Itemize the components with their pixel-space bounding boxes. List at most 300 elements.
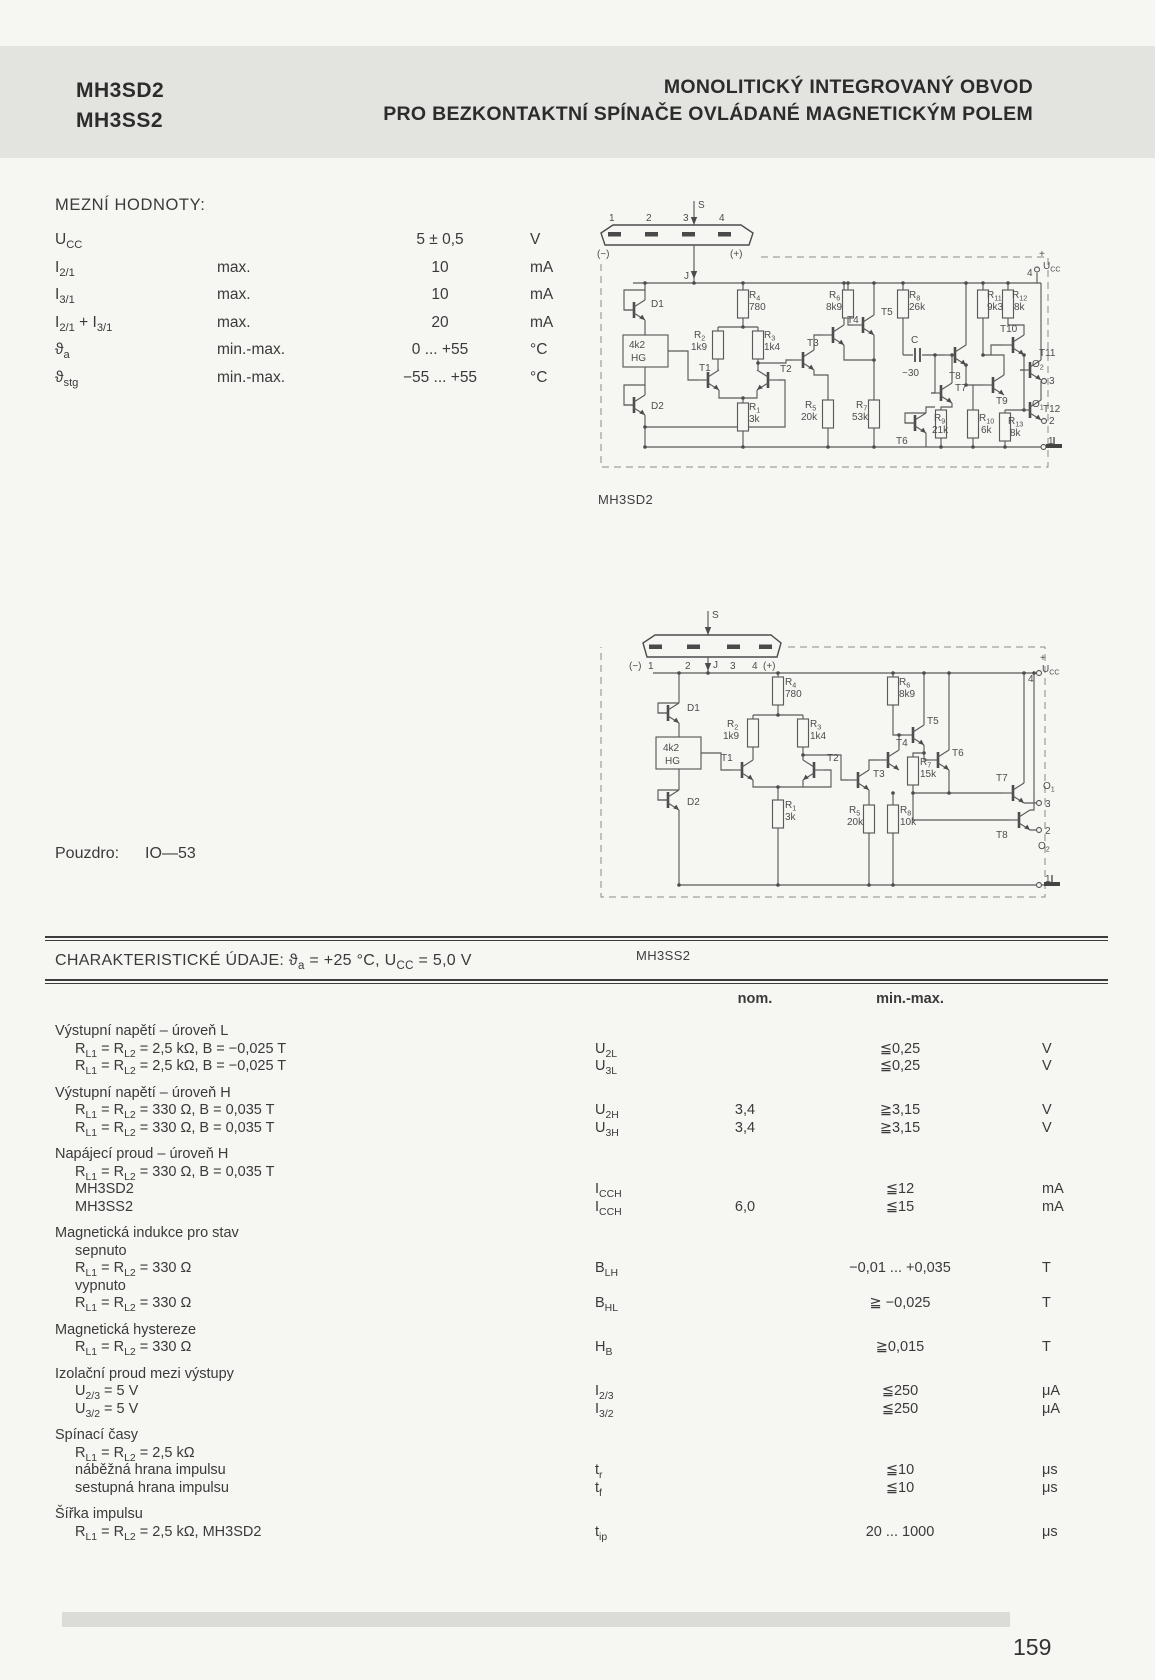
char-condition: MH3SD2: [75, 1181, 134, 1197]
limits-symbol: $U_{CC}$: [55, 231, 83, 252]
schematic-label: 4: [719, 213, 725, 224]
sd2-package: [601, 201, 753, 283]
part-numbers: [76, 76, 164, 136]
page-number: 159: [1013, 1634, 1052, 1660]
schematic-label: +: [1040, 653, 1046, 664]
resistor-r2-symbol: [713, 331, 724, 359]
schematic-label: 4: [1027, 268, 1033, 279]
limits-value: 20: [431, 313, 449, 331]
schematic-label: 8k9: [899, 689, 916, 700]
schematic-label: 3: [683, 213, 689, 224]
schematic-label: 4: [752, 661, 758, 672]
char-row: [45, 1524, 1108, 1542]
schematic-caption-sd2: MH3SD2: [598, 492, 654, 507]
schematic-label: 1k9: [691, 342, 708, 353]
transistor-d2-symbol: [624, 395, 645, 415]
schematic-label: 4k2: [663, 743, 680, 754]
schematic-label: D2: [687, 797, 700, 808]
schematic-label: HG: [665, 756, 680, 767]
schematic-label: $O_2$: [1032, 359, 1044, 372]
schematic-label: $R_2$: [694, 330, 706, 343]
limits-row: [55, 309, 600, 337]
transistor-t7-symbol: [1003, 783, 1024, 803]
resistor-r10-symbol: [968, 410, 979, 438]
schematic-label: 8k: [1010, 428, 1021, 439]
transistor-t7-symbol: [931, 383, 952, 403]
char-unit: [1000, 1445, 1108, 1463]
resistor-r8-symbol: [898, 290, 909, 318]
schematic-label: $R_8$: [909, 290, 921, 303]
limits-value: 10: [431, 286, 449, 303]
schematic-label: 21k: [932, 425, 949, 436]
schematic-label: D1: [651, 299, 664, 310]
char-unit: [1000, 1278, 1108, 1296]
limits-condition: min.-max.: [217, 368, 286, 386]
char-nom: [690, 1058, 800, 1076]
schematic-label: $R_3$: [764, 330, 776, 343]
char-symbol: $U_{3L}$: [595, 1058, 618, 1077]
package-note-label: Pouzdro:: [55, 845, 120, 862]
char-group-title: Magnetická hystereze: [55, 1321, 197, 1338]
char-minmax: ≦10: [885, 1462, 915, 1478]
schematic-label: $U_{CC}$: [1043, 261, 1061, 274]
char-minmax: ≧3,15: [879, 1119, 921, 1136]
schematic-label: 1k4: [764, 342, 781, 353]
char-nom: [690, 1524, 800, 1542]
resistor-r4-symbol: [773, 677, 784, 705]
char-nom: [690, 1480, 800, 1498]
title-line-2: PRO BEZKONTAKTNÍ SPÍNAČE OVLÁDANÉ MAGNETICKÝM POLEM: [383, 103, 1033, 125]
limits-condition: max.: [217, 286, 251, 303]
char-minmax: ≦15: [885, 1198, 915, 1215]
schematic-label: 3: [730, 661, 736, 672]
limits-row: [55, 364, 600, 392]
pin4-terminal: [1037, 671, 1042, 676]
limits-table: [55, 226, 600, 391]
char-minmax: ≦250: [881, 1400, 919, 1417]
resistor-r3-symbol: [753, 331, 764, 359]
schematic-label: 53k: [852, 412, 869, 423]
schematic-label: 10k: [900, 817, 917, 828]
transistor-d1-symbol: [624, 300, 645, 320]
char-condition: $R_{L1} = R_{L2} = 330$ Ω: [75, 1339, 192, 1358]
resistor-r1-symbol: [773, 800, 784, 828]
transistor-t1-symbol: [732, 760, 753, 780]
char-symbol: $I_{CCH}$: [595, 1181, 622, 1200]
char-unit: μs: [1042, 1462, 1058, 1478]
char-nom: [690, 1295, 800, 1313]
char-nom: [690, 1181, 800, 1199]
char-symbol: $B_{LH}$: [595, 1260, 619, 1279]
char-condition: $R_{L1} = R_{L2} = 330$ Ω: [75, 1260, 192, 1279]
ss2-terminals: [1037, 671, 1061, 888]
char-unit: V: [1042, 1040, 1052, 1057]
schematic-label: $O_1$: [1032, 399, 1044, 412]
char-unit: V: [1042, 1058, 1052, 1074]
char-row: [45, 1295, 1108, 1313]
limits-condition: max.: [217, 313, 251, 331]
schematic-label: T8: [949, 371, 961, 382]
char-row: [45, 1339, 1108, 1357]
char-unit: μA: [1042, 1400, 1061, 1417]
char-nom: [690, 1339, 800, 1357]
schematic-label: $R_4$: [785, 677, 797, 690]
schematic-label: T5: [927, 716, 939, 727]
limits-unit: mA: [530, 258, 554, 276]
schematic-label: 15k: [920, 769, 937, 780]
schematic-label: $R_3$: [810, 719, 822, 732]
schematic-label: $R_2$: [727, 719, 739, 732]
schematic-label: T2: [827, 753, 839, 764]
limits-condition: [215, 226, 350, 254]
schematic-mh3ss2: [593, 565, 1063, 905]
limits-symbol: $ϑ_a$: [55, 341, 70, 362]
char-minmax: ≦12: [885, 1181, 915, 1197]
ss2-wires: [653, 671, 1037, 887]
schematic-label: T3: [807, 338, 819, 349]
char-unit: μs: [1042, 1523, 1058, 1540]
char-minmax: 20 ... 1000: [865, 1523, 935, 1540]
document-title: [383, 74, 1033, 128]
schematic-label: 3k: [785, 812, 796, 823]
column-header-nom: nom.: [737, 991, 773, 1007]
schematic-label: 26k: [909, 302, 926, 313]
char-unit: T: [1042, 1295, 1051, 1311]
char-condition: $R_{L1} = R_{L2} = 330$ Ω, B = 0,035 T: [75, 1102, 275, 1121]
schematic-label: $R_7$: [856, 400, 868, 413]
schematic-label: $R_5$: [849, 805, 861, 818]
limits-unit: °C: [530, 368, 548, 386]
char-symbol: $H_B$: [595, 1339, 613, 1358]
schematic-label: 780: [749, 302, 766, 313]
schematic-label: T11: [1039, 348, 1056, 359]
pin3-terminal: [1037, 801, 1042, 806]
char-group-title: Izolační proud mezi výstupy: [55, 1365, 234, 1382]
char-symbol: [585, 1278, 690, 1296]
transistor-t2-symbol: [803, 760, 824, 780]
limits-symbol: $I_{2/1}$: [55, 258, 75, 279]
schematic-label: T2: [780, 364, 792, 375]
limits-unit: mA: [530, 286, 554, 303]
schematic-label: T1: [721, 753, 733, 764]
char-unit: T: [1042, 1260, 1051, 1276]
transistor-t4-symbol: [878, 750, 899, 770]
resistor-r8-symbol: [888, 805, 899, 833]
pin2-terminal: [1042, 419, 1047, 424]
schematic-label: D2: [651, 401, 664, 412]
schematic-label: $R_9$: [934, 413, 946, 426]
schematic-label: 1k9: [723, 731, 740, 742]
resistor-r2-symbol: [748, 719, 759, 747]
schematic-label: 1: [648, 661, 654, 672]
schematic-label: $R_8$: [900, 805, 912, 818]
schematic-label: $R_1$: [785, 800, 797, 813]
schematic-label: C: [911, 335, 919, 346]
char-symbol: $t_r$: [595, 1462, 603, 1481]
schematic-label: 780: [785, 689, 802, 700]
char-condition: náběžná hrana impulsu: [75, 1462, 226, 1478]
schematic-label: T7: [996, 773, 1008, 784]
transistor-t8-symbol: [1009, 810, 1030, 830]
char-unit: T: [1042, 1339, 1051, 1355]
header-band: [0, 46, 1155, 158]
ss2-components: [656, 677, 1030, 833]
char-group-title: Výstupní napětí – úroveň H: [55, 1084, 231, 1101]
column-header-minmax: min.-max.: [876, 991, 944, 1007]
transistor-t9-symbol: [983, 375, 1004, 395]
char-minmax: −0,01 ... +0,035: [849, 1260, 951, 1276]
limits-value: 5 ± 0,5: [416, 231, 464, 248]
limits-row: [55, 226, 600, 254]
limits-unit: mA: [530, 313, 554, 331]
part-number-2: MH3SS2: [76, 109, 164, 132]
char-unit: mA: [1042, 1181, 1064, 1197]
char-row: [45, 1102, 1108, 1120]
schematic-label: T4: [847, 315, 859, 326]
char-unit: μA: [1042, 1383, 1061, 1399]
char-group-title: Výstupní napětí – úroveň L: [55, 1023, 229, 1039]
schematic-label: S: [698, 200, 705, 211]
schematic-label: ~30: [902, 368, 919, 379]
limits-condition: min.-max.: [217, 341, 286, 358]
char-nom: 3,4: [734, 1119, 756, 1136]
characteristics-body: [45, 1023, 1108, 1541]
char-minmax: ≦0,25: [879, 1040, 921, 1057]
pin1-terminal: [1037, 883, 1042, 888]
char-row: [45, 1041, 1108, 1059]
char-group-title: Magnetická indukce pro stav: [55, 1225, 239, 1241]
schematic-label: 9k3: [987, 302, 1004, 313]
resistor-r4-symbol: [738, 290, 749, 318]
schematic-label: 3: [1049, 376, 1055, 387]
limits-value: 0 ... +55: [411, 341, 469, 358]
schematic-caption-ss2: MH3SS2: [636, 948, 691, 963]
char-row: [45, 1181, 1108, 1199]
char-symbol: $I_{CCH}$: [595, 1198, 622, 1218]
resistor-r5-symbol: [823, 400, 834, 428]
char-row: [45, 1243, 1108, 1261]
char-condition: $R_{L1} = R_{L2} = 2,5$ kΩ: [75, 1444, 195, 1464]
schematic-label: $O_2$: [1038, 841, 1050, 854]
schematic-label: 8k9: [826, 302, 843, 313]
schematic-label: (+): [763, 661, 776, 672]
schematic-label: $R_7$: [920, 757, 932, 770]
schematic-label: 2: [1049, 416, 1055, 427]
transistor-t8-symbol: [945, 345, 966, 365]
characteristics-table: [45, 936, 1108, 1541]
schematic-label: T8: [996, 830, 1008, 841]
schematic-label: $R_{12}$: [1012, 290, 1028, 303]
limits-value: 10: [431, 258, 449, 276]
char-minmax: [800, 1445, 1000, 1463]
pin1-terminal: [1041, 445, 1046, 450]
schematic-label: $R_{13}$: [1008, 416, 1024, 429]
char-condition: $R_{L1} = R_{L2} = 2,5$ kΩ, B = −0,025 T: [75, 1040, 287, 1060]
schematic-label: S: [712, 610, 719, 621]
char-row: [45, 1260, 1108, 1278]
char-symbol: $U_{3H}$: [595, 1119, 619, 1139]
schematic-label: D1: [687, 703, 700, 714]
char-condition: sestupná hrana impulsu: [75, 1479, 229, 1496]
char-condition: $R_{L1} = R_{L2} = 330$ Ω, B = 0,035 T: [75, 1119, 275, 1139]
resistor-r6-symbol: [888, 677, 899, 705]
schematic-label: T3: [873, 769, 885, 780]
char-unit: mA: [1042, 1198, 1064, 1215]
limits-condition: max.: [217, 258, 251, 276]
char-symbol: $t_{ip}$: [595, 1523, 608, 1543]
char-nom: [690, 1164, 800, 1182]
schematic-label: (−): [597, 249, 610, 260]
char-nom: [690, 1445, 800, 1463]
char-nom: [690, 1401, 800, 1419]
schematic-label: HG: [631, 353, 646, 364]
char-symbol: $I_{3/2}$: [595, 1400, 614, 1420]
transistor-t6-symbol: [905, 413, 926, 433]
char-condition: MH3SS2: [75, 1198, 134, 1215]
limits-row: [55, 281, 600, 309]
limits-unit: V: [530, 231, 541, 248]
char-symbol: $B_{HL}$: [595, 1295, 619, 1314]
char-row: [45, 1164, 1108, 1182]
limits-symbol: $I_{3/1}$: [55, 286, 75, 307]
pin2-terminal: [1037, 828, 1042, 833]
char-minmax: [800, 1243, 1000, 1261]
char-unit: μs: [1042, 1479, 1058, 1496]
schematic-label: +: [1039, 249, 1045, 260]
char-symbol: $U_{2H}$: [595, 1102, 619, 1121]
limits-value: −55 ... +55: [402, 368, 478, 386]
char-nom: [690, 1041, 800, 1059]
schematic-label: 3k: [749, 414, 760, 425]
limits-row: [55, 254, 600, 282]
schematic-label: 2: [1045, 826, 1051, 837]
limits-symbol: $ϑ_{stg}$: [55, 368, 79, 389]
char-row: [45, 1120, 1108, 1138]
package-note: [55, 845, 196, 863]
schematic-label: T4: [896, 738, 908, 749]
char-row: [45, 1278, 1108, 1296]
char-minmax: [800, 1164, 1000, 1182]
char-minmax: ≦0,25: [879, 1058, 921, 1074]
char-minmax: ≧0,015: [875, 1339, 925, 1355]
resistor-r1-symbol: [738, 403, 749, 431]
char-symbol: [585, 1445, 690, 1463]
char-nom: 3,4: [734, 1102, 756, 1118]
char-minmax: [800, 1278, 1000, 1296]
pin4-terminal: [1035, 267, 1040, 272]
schematic-label: 1: [609, 213, 615, 224]
char-group-title: Napájecí proud – úroveň H: [55, 1146, 229, 1162]
schematic-label: T12: [1043, 404, 1061, 415]
char-unit: [1000, 1164, 1108, 1182]
char-minmax: ≦10: [885, 1479, 915, 1496]
transistor-t3-symbol: [848, 770, 869, 790]
schematic-label: 4: [1028, 674, 1034, 685]
char-nom: [690, 1278, 800, 1296]
char-nom: 6,0: [734, 1198, 756, 1215]
char-condition: vypnuto: [75, 1277, 126, 1294]
transistor-t4-symbol: [823, 325, 844, 345]
limits-symbol: $I_{2/1} + I_{3/1}$: [55, 313, 113, 334]
char-symbol: [585, 1243, 690, 1261]
schematic-label: 2: [685, 661, 691, 672]
part-number-1: MH3SD2: [76, 79, 165, 102]
char-symbol: $U_{2L}$: [595, 1040, 618, 1060]
schematic-label: 20k: [847, 817, 864, 828]
char-condition: $R_{L1} = R_{L2} = 2,5$ kΩ, B = −0,025 T: [75, 1058, 287, 1077]
schematic-label: J: [713, 660, 718, 671]
transistor-t3-symbol: [793, 350, 814, 370]
schematic-label: 20k: [801, 412, 818, 423]
schematic-label: T9: [996, 396, 1008, 407]
char-nom: [690, 1383, 800, 1401]
char-condition: $R_{L1} = R_{L2} = 330$ Ω, B = 0,035 T: [75, 1163, 275, 1183]
schematic-label: 1: [1048, 436, 1054, 447]
resistor-r3-symbol: [798, 719, 809, 747]
resistor-r7-symbol: [869, 400, 880, 428]
schematic-label: $R_4$: [749, 290, 761, 303]
schematic-label: 8k: [1014, 302, 1025, 313]
schematic-label: $R_6$: [899, 677, 911, 690]
char-unit: V: [1042, 1102, 1052, 1118]
limits-row: [55, 336, 600, 364]
schematic-label: 4k2: [629, 340, 646, 351]
schematic-label: T1: [699, 363, 711, 374]
transistor-d2-symbol: [658, 790, 679, 810]
schematic-label: 2: [646, 213, 652, 224]
char-nom: [690, 1462, 800, 1480]
title-line-1: MONOLITICKÝ INTEGROVANÝ OBVOD: [663, 76, 1033, 98]
schematic-label: 1k4: [810, 731, 827, 742]
schematic-label: $U_{CC}$: [1042, 664, 1060, 677]
char-row: [45, 1445, 1108, 1463]
char-minmax: ≧ −0,025: [869, 1295, 931, 1311]
char-minmax: ≧3,15: [879, 1102, 921, 1118]
char-condition: sepnuto: [75, 1242, 127, 1259]
char-nom: [690, 1243, 800, 1261]
char-group-title: Šířka impulsu: [55, 1506, 143, 1522]
schematic-label: $R_5$: [805, 400, 817, 413]
schematic-label: $R_{10}$: [979, 413, 995, 426]
char-condition: $R_{L1} = R_{L2} = 330$ Ω: [75, 1295, 192, 1314]
schematic-label: $R_1$: [749, 402, 761, 415]
char-row: [45, 1480, 1108, 1498]
schematic-label: (+): [730, 249, 743, 260]
resistor-r5-symbol: [864, 805, 875, 833]
bottom-scan-bar: [62, 1612, 1010, 1627]
schematic-mh3sd2: [593, 195, 1063, 475]
schematic-label: T10: [1000, 324, 1018, 335]
characteristics-column-headers: [45, 984, 1108, 1014]
schematic-label: T6: [952, 748, 964, 759]
limits-unit: °C: [530, 341, 548, 358]
schematic-label: T6: [896, 436, 908, 447]
schematic-label: $R_{11}$: [987, 290, 1002, 303]
schematic-label: $R_6$: [829, 290, 841, 303]
schematic-label: (−): [629, 661, 642, 672]
schematic-label: 1: [1045, 874, 1051, 885]
schematic-label: $O_1$: [1043, 781, 1055, 794]
schematic-label: T5: [881, 307, 893, 318]
char-unit: V: [1042, 1119, 1052, 1136]
package-note-value: IO—53: [145, 845, 196, 862]
char-row: [45, 1462, 1108, 1480]
ss2-border: [601, 647, 1045, 897]
char-condition: $R_{L1} = R_{L2} = 2,5$ kΩ, MH3SD2: [75, 1523, 262, 1543]
char-symbol: $I_{2/3}$: [595, 1383, 614, 1402]
resistor-r7-symbol: [908, 757, 919, 785]
char-symbol: [585, 1164, 690, 1182]
